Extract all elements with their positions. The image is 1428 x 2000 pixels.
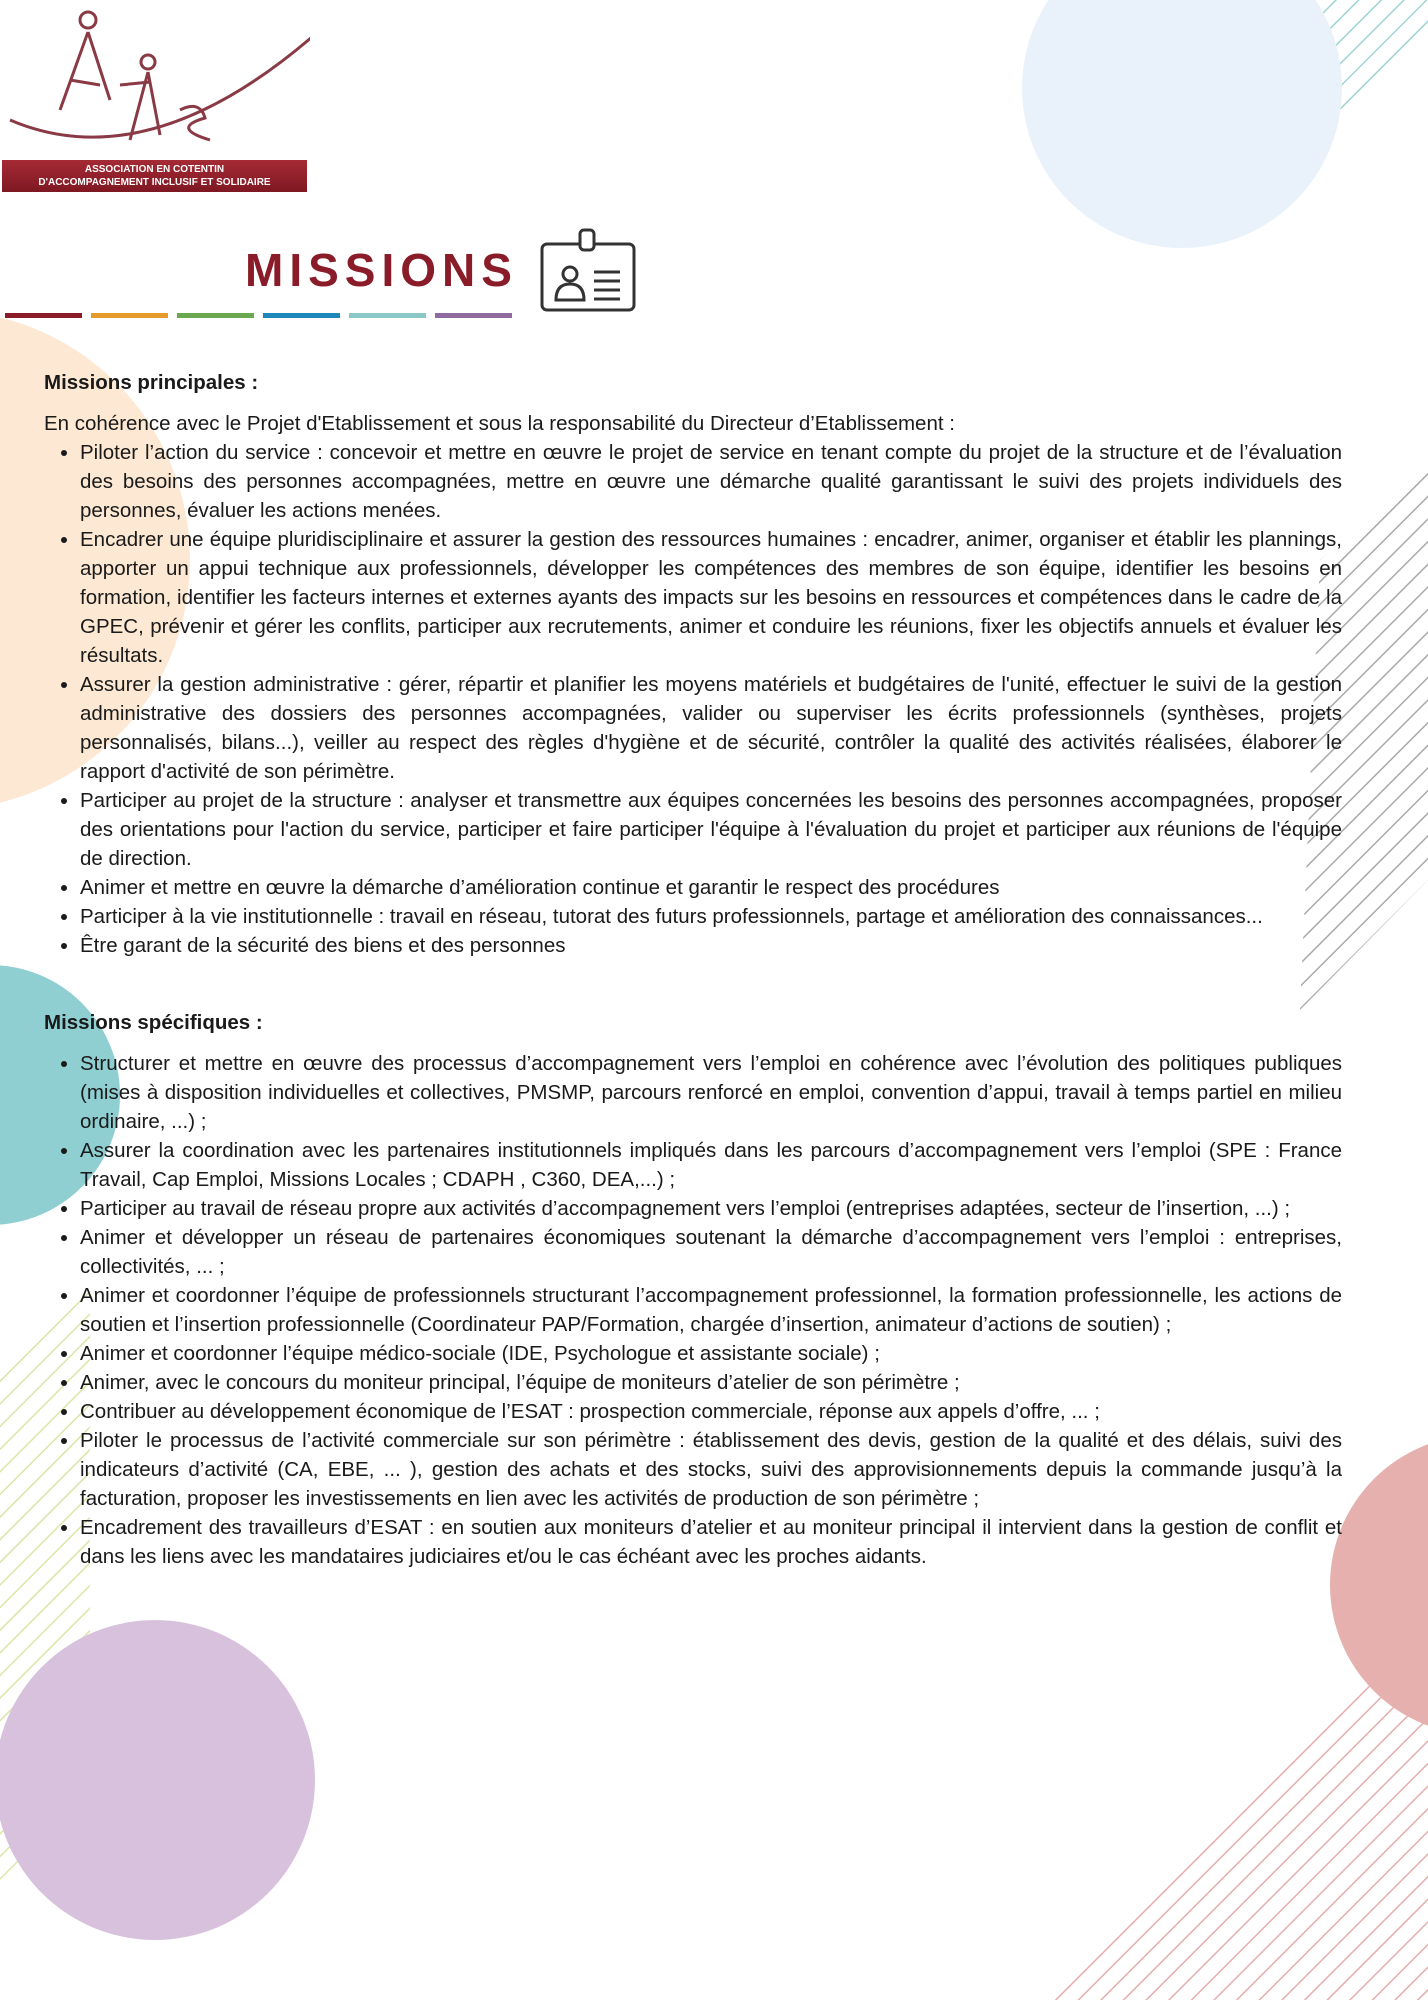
id-badge-icon (540, 228, 636, 312)
list-item: • Animer et coordonner l’équipe de professionnels structurant l’accompagnement professionnel, la formation professionnelle, les actions de soutien et l’insertion professionnelle (Coordinateur PAP/Formation, chargée d’insertion, animateur d’actions de soutien) ; (80, 1281, 1342, 1339)
logo-band-line1: ASSOCIATION EN COTENTIN (84, 164, 225, 175)
missions-principales (44, 368, 1342, 960)
intro-text: En cohérence avec le Projet d'Etablissement et sous la responsabilité du Directeur d’Etablissement : (44, 412, 955, 435)
list-item: • Animer, avec le concours du moniteur principal, l’équipe de moniteurs d’atelier de son périmètre ; (80, 1368, 1342, 1397)
list-item: • Participer au projet de la structure : analyser et transmettre aux équipes concernées les besoins des personnes accompagnées, proposer des orientations pour l'action du service, participer et faire participer l'équipe à l'évaluation du projet et participer aux réunions de l'équipe de direction. (80, 786, 1342, 873)
list-item: • Encadrement des travailleurs d’ESAT : en soutien aux moniteurs d’atelier et au moniteur principal il intervient dans la gestion de conflit et dans les liens avec les mandataires judiciaires et/ou le cas échéant avec les proches aidants. (80, 1513, 1342, 1571)
logo-figures (0, 0, 310, 165)
color-bar (263, 313, 340, 318)
logo-band-line2: D'ACCOMPAGNEMENT INCLUSIF ET SOLIDAIRE (38, 177, 271, 188)
list-item: • Animer et mettre en œuvre la démarche d’amélioration continue et garantir le respect des procédures (80, 873, 1342, 902)
missions-specifiques (44, 1008, 1342, 1571)
color-bar (349, 313, 426, 318)
list-item: • Participer au travail de réseau propre aux activités d’accompagnement vers l’emploi (entreprises adaptées, secteur de l’insertion, ...) ; (80, 1194, 1342, 1223)
principales-list (44, 438, 1342, 960)
blue-circle (1022, 0, 1342, 248)
title-row (245, 228, 636, 312)
color-bar (91, 313, 168, 318)
list-item: • Participer à la vie institutionnelle : travail en réseau, tutorat des futurs professionnels, partage et amélioration des connaissances... (80, 902, 1342, 931)
list-item: • Assurer la gestion administrative : gérer, répartir et planifier les moyens matériels et budgétaires de l'unité, effectuer le suivi de la gestion administrative des dossiers des personnes accompagnées, valider ou superviser les écrits professionnels (synthèses, projets personnalisés, bilans...), veiller au respect des règles d'hygiène et de sécurité, contrôler la qualité des activités réalisées, élaborer le rapport d'activité de son périmètre. (80, 670, 1342, 786)
list-item: • Piloter le processus de l’activité commerciale sur son périmètre : établissement des devis, gestion de la qualité et des délais, suivi des indicateurs d’activité (CA, EBE, ... ), gestion des achats et des stocks, suivi des approvisionnements depuis la commande jusqu’à la facturation, proposer les investissements en lien avec les activités de production de son périmètre ; (80, 1426, 1342, 1513)
color-bar (435, 313, 512, 318)
section-heading: Missions principales : (44, 371, 259, 394)
list-item: • Animer et coordonner l’équipe médico-sociale (IDE, Psychologue et assistante sociale) ; (80, 1339, 1342, 1368)
page-title: MISSIONS (245, 244, 518, 296)
pink-circle (1330, 1435, 1428, 1735)
color-bars (5, 313, 512, 318)
list-item: • Piloter l’action du service : concevoir et mettre en œuvre le projet de service en tenant compte du projet de la structure et de l’évaluation des besoins des personnes accompagnées, mettre en œuvre une démarche qualité garantissant le suivi des projets individuels des personnes, évaluer les actions menées. (80, 438, 1342, 525)
specifiques-list (44, 1049, 1342, 1571)
list-item: • Animer et développer un réseau de partenaires économiques soutenant la démarche d’accompagnement vers l’emploi : entreprises, collectivités, ... ; (80, 1223, 1342, 1281)
content (44, 368, 1342, 1571)
list-item: • Encadrer une équipe pluridisciplinaire et assurer la gestion des ressources humaines : encadrer, animer, organiser et établir les plannings, apporter un appui technique aux professionnels, développer les compétences des membres de son équipe, identifier les besoins en formation, identifier les facteurs internes et externes ayants des impacts sur les besoins en ressources et compétences dans le cadre de la GPEC, prévenir et gérer les conflits, participer aux recrutements, animer et conduire les réunions, fixer les objectifs annuels et évaluer les résultats. (80, 525, 1342, 670)
section-heading: Missions spécifiques : (44, 1011, 263, 1034)
list-item: • Structurer et mettre en œuvre des processus d’accompagnement vers l’emploi en cohérence avec l’évolution des politiques publiques (mises à disposition individuelles et collectives, PMSMP, parcours renforcé en emploi, convention d’appui, travail à temps partiel en milieu ordinaire, ...) ; (80, 1049, 1342, 1136)
color-bar (177, 313, 254, 318)
list-item: • Contribuer au développement économique de l’ESAT : prospection commerciale, réponse aux appels d’offre, ... ; (80, 1397, 1342, 1426)
purple-circle (0, 1620, 315, 1940)
list-item: • Être garant de la sécurité des biens et des personnes (80, 931, 1342, 960)
acais-logo (0, 0, 310, 195)
color-bar (5, 313, 82, 318)
list-item: • Assurer la coordination avec les partenaires institutionnels impliqués dans les parcours d’accompagnement vers l’emploi (SPE : France Travail, Cap Emploi, Missions Locales ; CDAPH , C360, DEA,...) ; (80, 1136, 1342, 1194)
logo-band (2, 160, 307, 192)
